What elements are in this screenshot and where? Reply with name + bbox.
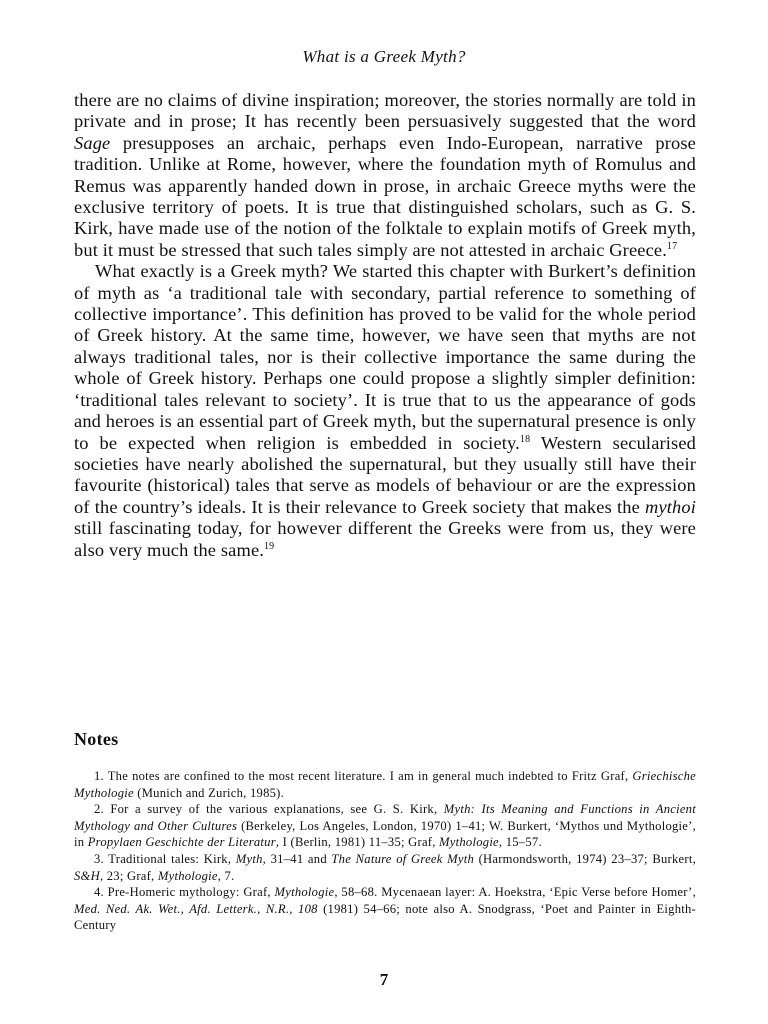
text-run: 4. Pre-Homeric mythology: Graf,: [94, 885, 275, 900]
note-item: [74, 801, 696, 851]
italic-title: Myth: [235, 851, 263, 866]
body-text: [74, 90, 696, 561]
footnote-ref[interactable]: 19: [264, 540, 275, 552]
text-run: , 7.: [217, 868, 235, 883]
paragraph: [74, 261, 696, 561]
italic-title: Med. Ned. Ak. Wet., Afd. Letterk., N.R., 108: [74, 901, 318, 916]
italic-title: Griechische Mythologie: [74, 769, 696, 800]
text-run: (1981) 54–66; note also A. Snodgrass, ‘Poet and Painter in Eighth-Century: [74, 901, 696, 933]
footnote-ref[interactable]: 18: [519, 433, 531, 445]
text-run: , 31–41 and: [262, 851, 332, 866]
text-run: (Munich and Zurich, 1985).: [133, 785, 285, 800]
paragraph: [74, 90, 696, 261]
text-run: , 23; Graf,: [99, 868, 158, 883]
text-run: , 58–68. Mycenaean layer: A. Hoekstra, ‘Epic Verse before Homer’,: [334, 885, 696, 900]
text-run: (Harmondsworth, 1974) 23–37; Burkert,: [474, 851, 696, 866]
italic-title: Propylaen Geschichte der Literatur: [87, 835, 276, 850]
notes-list: [74, 768, 696, 934]
text-run: 3. Traditional tales: Kirk,: [94, 851, 236, 866]
text-run: presupposes an archaic, perhaps even Indo-European, narrative prose tradition. Unlike at Rome, however, where the foundation myth of Romulus and Remus was apparently handed down in prose, in archaic Greece myths were the exclusive territory of poets. It is true that distinguished scholars, such as G. S. Kirk, have made use of the notion of the folktale to explain motifs of Greek myth, but it must be stressed that such tales simply are not attested in archaic Greece.: [74, 132, 696, 260]
page-number: 7: [379, 970, 389, 989]
note-item: [74, 884, 696, 934]
text-run: , I (Berlin, 1981) 11–35; Graf,: [275, 835, 440, 850]
italic-title: Mythologie: [274, 885, 335, 900]
note-item: [74, 768, 696, 801]
italic-title: Myth: Its Meaning and Functions in Ancient Mythology and Other Cultures: [74, 802, 696, 833]
italic-title: Mythologie: [157, 868, 218, 883]
text-run: still fascinating today, for however different the Greeks were from us, they were also very much the same.: [74, 518, 696, 560]
italic-title: The Nature of Greek Myth: [331, 851, 475, 866]
text-run: (Berkeley, Los Angeles, London, 1970) 1–41; W. Burkert, ‘Mythos und Mythologie’, in: [74, 818, 696, 850]
text-run: there are no claims of divine inspiration; moreover, the stories normally are told in private and in prose; It has recently been persuasively suggested that the word: [74, 90, 696, 132]
text-run: 1. The notes are confined to the most recent literature. I am in general much indebted to Fritz Graf,: [94, 769, 633, 783]
note-item: [74, 851, 696, 884]
running-head: What is a Greek Myth?: [302, 47, 466, 66]
notes-heading: Notes: [74, 729, 119, 749]
footnote-ref[interactable]: 17: [666, 240, 678, 252]
italic-term: mythoi: [645, 496, 696, 517]
italic-title: S&H: [74, 868, 100, 883]
text-run: What exactly is a Greek myth? We started this chapter with Burkert’s definition of myth as ‘a traditional tale with secondary, partial reference to something of collective importance’. This definition has proved to be valid for the whole period of Greek history. At the same time, however, we have seen that myths are not always traditional tales, nor is their collective importance the same during the whole of Greek history. Perhaps one could propose a slightly simpler definition: ‘traditional tales relevant to society’. It is true that to us the appearance of gods and heroes is an essential part of Greek myth, but the supernatural presence is only to be expected when religion is embedded in society.: [74, 261, 696, 453]
italic-term: Sage: [74, 132, 111, 153]
text-run: Western secularised societies have nearly abolished the supernatural, but they usually still have their favourite (historical) tales that serve as models of behaviour or are the expression of the country’s ideals. It is their relevance to Greek society that makes the: [74, 432, 697, 517]
text-run: 2. For a survey of the various explanations, see G. S. Kirk,: [94, 802, 444, 817]
text-run: , 15–57.: [498, 835, 542, 850]
italic-title: Mythologie: [439, 835, 499, 850]
